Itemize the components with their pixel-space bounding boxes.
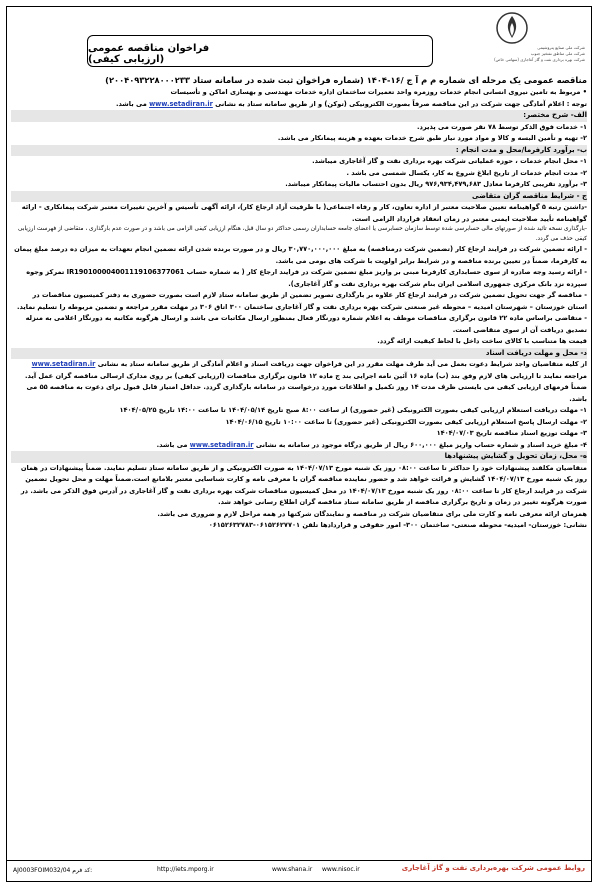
text: ۴- مبلغ خرید اسناد و شماره حساب واریز مبلغ ۶۰۰,۰۰۰ ریال از طریق درگاه موجود در سامانه به نشانی bbox=[255, 440, 587, 449]
section-b-heading: ب- برآورد کارفرما/محل و مدت انجام : bbox=[11, 145, 587, 157]
content bbox=[11, 73, 587, 532]
list-item bbox=[11, 440, 587, 452]
setad-link[interactable]: www.setadiran.ir bbox=[149, 99, 213, 108]
address: نشانی: خوزستان- امیدیه- محوطه صنعتی- ساختمان ۳۰۰- امور حقوقی و قراردادها تلفن ۰۶۱۵۲۶۲۷۷۰۱-۰۶۱۵۲۶۳۲۷۸۳ bbox=[208, 521, 587, 529]
logo-line: شرکت بهره برداری نفت و گاز آغاجاری (سهامی خاص) bbox=[494, 57, 585, 62]
setad-link[interactable]: www.setadiran.ir bbox=[189, 440, 254, 449]
flame-logo-icon bbox=[495, 11, 529, 45]
form-code-value: AJ0003FOIM032/04 bbox=[13, 867, 71, 874]
paragraph: همزمان ارائه معرفی نامه و کارت ملی برای متقاضیان شرکت در مناقصه و نمایندگان شرکتها در همه مراحل لازم و ضروری می باشد. bbox=[157, 509, 587, 518]
section-c-heading: ج - شرایط مناقصه گران متقاضی bbox=[11, 191, 587, 203]
section-a-heading: الف- شرح مختصر: bbox=[11, 110, 587, 122]
list-item: ۲- تهیه و تأمین البسه و کالا و مواد مورد نیاز طبق شرح خدمات بعهده و هزینه پیمانکار می باشد. bbox=[277, 134, 587, 142]
section-h-heading: ه- محل، زمان تحویل و گشایش پیشنهادها bbox=[11, 451, 587, 463]
list-item: ۲- مهلت ارسال پاسخ استعلام ارزیابی کیفی بصورت الکترونیکی (غیر حضوری) تا ساعت ۱۰:۰۰ تاریخ ۱۴۰۴/۰۶/۱۵ bbox=[225, 417, 587, 426]
list-item: ۱- خدمات فوق الذکر توسط ۷۸ نفر صورت می پذیرد. bbox=[417, 122, 587, 131]
subject-text: مربوط به تامین نیروی انسانی انجام خدمات روزمره واحد تعمیرات ساختمان اداره خدمات مهندسی و بهسازی اماکن و تأسیسات bbox=[170, 88, 581, 96]
footer-link[interactable]: www.nisoc.ir bbox=[322, 866, 360, 873]
paragraph: متقاضیان مکلفند پیشنهادات خود را حداکثر تا ساعت ۰۸:۰۰ روز یک شنبه مورخ ۱۴۰۴/۰۷/۱۳ به صورت الکترونیکی و از طریق سامانه ستاد تسلیم نمایند. ضمناً پیشنهادات در همان روز یک شنبه مورخ ۱۴۰۴/۰۷/۱۳ گشایش و قرائت خواهد شد و حضور نماینده مناقصه گران با معرفی نامه و کارت شناسایی معتبر بلامانع است.ضمناً مهلت و محل تحویل تضمین شرکت در فرایند ارجاع کار تا ساعت ۰۸:۰۰ روز یک شنبه مورخ ۱۴۰۴/۰۷/۱۳ در محل کمیسیون مناقصات شرکت بهره برداری نفت و گاز آغاجاری در آدرس فوق الذکر می باشد. در صورت هرگونه تغییر در زمان و تاریخ برگزاری مناقصه از طریق سامانه ستاد مناقصه گران اطلاع رسانی خواهد شد. bbox=[20, 463, 587, 506]
document-page bbox=[6, 6, 592, 882]
notice-prefix: توجه : اعلام آمادگی جهت شرکت در این مناقصه صرفاً بصورت الکترونیکی (توکن) و از طریق سامانه ستاد به نشانی bbox=[215, 99, 587, 108]
form-code bbox=[13, 867, 92, 874]
paragraph: - ارائه رسید وجه صادره از سوی حسابداری کارفرما مبنی بر واریز مبلغ تضمین شرکت در فرایند ارجاع کار ( به شماره حساب IR190100004001119106377061 تمرکز وجوه سپرده نزد بانک مرکزی جمهوری اسلامی ایران بنام شرکت بهره برداری نفت و گاز آغاجاری). bbox=[26, 268, 587, 288]
paragraph: -بارگذاری نسخه تائید شده از صورتهای مالی حسابرسی شده توسط سازمان حسابرسی یا اعضای جامعه حسابداران رسمی حداکثر دو سال قبل، هنگام ارزیابی کیفی الزامی می باشد و در صورت عدم بارگذاری ، متقاضی از فهرست ارزیابی کیفی حذف می گردد. bbox=[18, 226, 587, 242]
title-box bbox=[87, 35, 433, 67]
logo-line: شرکت ملی صنایع پتروشیمی bbox=[537, 45, 585, 50]
paragraph: - متقاضی براساس ماده ۲۲ قانون برگزاری مناقصات موظف به اعلام شماره دورنگار فعال بمنظور ارسال مکاتبات می باشد و ارسال هرگونه مکاتبه به دورنگار اعلامی به منزله تصدیق دریافت آن از سوی متقاضی است. bbox=[25, 314, 587, 334]
header bbox=[7, 7, 591, 75]
paragraph: قیمت ها متناسب با کالای ساخت داخل با لحاظ کیفیت ارائه گردد. bbox=[377, 337, 587, 345]
notice bbox=[11, 99, 587, 111]
text: می باشد. bbox=[156, 440, 188, 449]
paragraph: - ارائه تضمین شرکت در فرایند ارجاع کار (تضمین شرکت درمناقصه) به مبلغ ۳۰,۷۷۰,۰۰۰,۰۰۰ ریال و در صورت برنده شدن ارائه تضمین انجام تعهدات به میزان ده درصد مبلغ پیمان به کارفرما، ضمناً در تعیین برنده مناقصه و در شرایط برابر اولویت با شرکت های بومی می باشد. bbox=[14, 245, 587, 265]
paragraph: ضمناً فرمهای ارزیابی کیفی می بایستی ظرف مدت ۱۴ روز تکمیل و اطلاعات مورد درخواست در سامانه بارگذاری گردد. حداقل امتیاز قابل قبول برای دعوت به مناقصه ۵۵ می باشد. bbox=[26, 383, 587, 403]
paragraph: -داشتن رتبه ۵ گواهینامه تعیین صلاحیت معتبر از اداره تعاون، کار و رفاه اجتماعی( با ظرفیت آزاد ارجاع کار)، ارائه آگهی تأسیس و آخرین تغییرات معتبر شرکت پیمانکاری - ارائه گواهینامه تأیید صلاحیت ایمنی معتبر در زمان انعقاد قرارداد الزامی است. bbox=[21, 203, 587, 223]
footer bbox=[7, 860, 591, 881]
paragraph bbox=[11, 359, 587, 382]
form-code-label: کد فرم: bbox=[72, 867, 93, 874]
tender-title: مناقصه عمومی یک مرحله ای شماره م م آ ج /۱۶-۱۴۰۴ (شماره فراخوان ثبت شده در سامانه ستاد ۲۰۰۴۰۹۳۲۲۸۰۰۰۲۳۳) bbox=[105, 75, 587, 85]
text: از کلیه متقاضیان واجد شرایط دعوت بعمل می آید ظرف مهلت مقرر در این فراخوان جهت دریافت اسناد و اعلام آمادگی از طریق سامانه ستاد به نشانی bbox=[97, 360, 587, 368]
footer-org: روابط عمومی شرکت بهره‌برداری نفت و گاز آغاجاری bbox=[401, 864, 585, 872]
logo-line: شرکت ملی مناطق نفتخیز جنوب bbox=[530, 51, 585, 56]
tender-subject: • مربوط به تامین نیروی انسانی انجام خدمات روزمره واحد تعمیرات ساختمان اداره خدمات مهندسی و بهسازی اماکن و تأسیسات bbox=[170, 88, 587, 96]
text: مراجعه نمایند تا ارزیابی های لازم وفق بند (ب) ماده ۱۶ آئین نامه اجرایی بند ج ماده ۱۲ قانون برگزاری مناقصات (ارزیابی کیفی) بر روی مدارک ارسالی مناقصه گران عمل آید. bbox=[25, 371, 587, 380]
list-item: ۱- مهلت دریافت استعلام ارزیابی کیفی بصورت الکترونیکی (غیر حضوری) از ساعت ۸:۰۰ صبح تاریخ ۱۴۰۴/۰۵/۱۴ تا ساعت ۱۴:۰۰ تاریخ ۱۴۰۴/۰۵/۲۵ bbox=[119, 406, 587, 414]
company-logo bbox=[437, 9, 587, 69]
page-title: فراخوان مناقصه عمومی (ارزیابی کیفی) bbox=[88, 43, 210, 65]
notice-suffix: می باشد. bbox=[115, 99, 147, 108]
setad-link[interactable]: www.setadiran.ir bbox=[31, 360, 96, 368]
footer-link[interactable]: http://iets.mporg.ir bbox=[157, 866, 214, 873]
section-d-heading: د- محل و مهلت دریافت اسناد bbox=[11, 348, 587, 360]
list-item: ۳- مهلت توزیع اسناد مناقصه تاریخ ۱۴۰۴/۰۷/۰۳ bbox=[436, 429, 587, 437]
list-item: ۲- مدت انجام خدمات از تاریخ ابلاغ شروع به کار، یکسال شمسی می باشد . bbox=[346, 168, 587, 177]
footer-link[interactable]: www.shana.ir bbox=[272, 866, 313, 873]
paragraph: - مناقصه گر جهت تحویل تضمین شرکت در فرایند ارجاع کار علاوه بر بارگذاری تصویر تضمین از طریق سامانه ستاد لازم است بصورت حضوری به دفتر کمیسیون مناقصات در استان خوزستان – شهرستان امیدیه – محوطه غیر صنعتی شرکت بهره برداری نفت و گاز آغاجاری ساختمان ۳۰۰ اتاق ۳۰۶ در مهلت مقرر مراجعه و تضمین مربوطه را تسلیم نماید. bbox=[16, 291, 587, 311]
list-item: ۳- برآورد تقریبی کارفرما معادل ۹۷۶,۹۳۴,۴۷۹,۶۸۳ ریال بدون احتساب مالیات پیمانکار میباشد. bbox=[285, 180, 587, 188]
list-item: ۱- محل انجام خدمات ، حوزه عملیاتی شرکت بهره برداری نفت و گاز آغاجاری میباشد. bbox=[312, 157, 587, 165]
